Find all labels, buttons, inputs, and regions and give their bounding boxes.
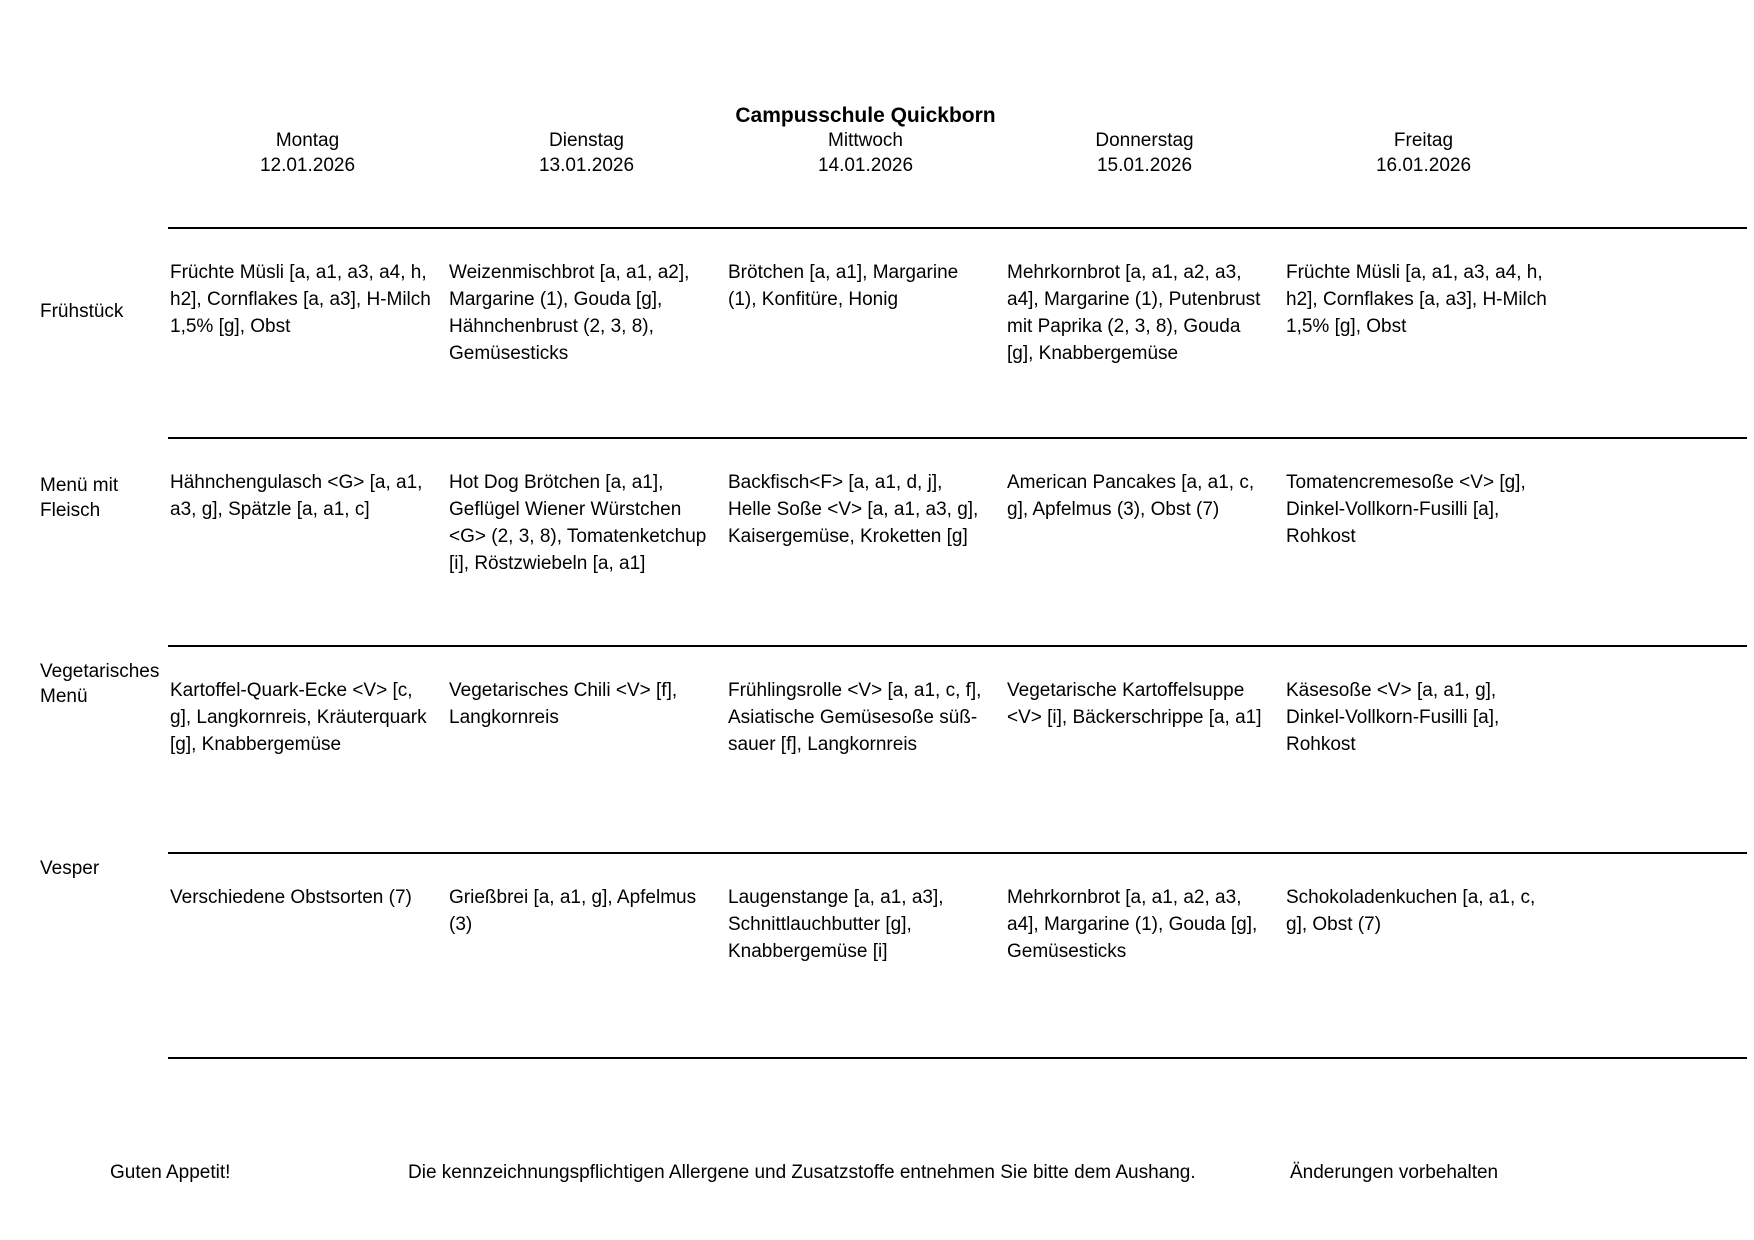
day-name: Montag [275,130,340,151]
header-filler [1563,0,1747,227]
menu-cell: Hähnchengulasch <G> [a, a1, a3, g], Spätzle [a, a1, c] [170,472,423,520]
row-cells [168,437,1747,645]
day-headers [168,0,1747,227]
menu-cell: Frühlingsrolle <V> [a, a1, c, f], Asiatische Gemüsesoße süß-sauer [f], Langkornreis [728,680,982,755]
menu-cell: Kartoffel-Quark-Ecke <V> [c, g], Langkornreis, Kräuterquark [g], Knabbergemüse [170,680,427,755]
menu-table [40,0,1747,1059]
menu-cell: Früchte Müsli [a, a1, a3, a4, h, h2], Cornflakes [a, a3], H-Milch 1,5% [g], Obst [170,262,431,337]
day-name: Donnerstag [1095,130,1194,151]
day-date: 13.01.2026 [538,155,635,176]
menu-cell: Schokoladenkuchen [a, a1, c, g], Obst (7) [1286,887,1536,935]
menu-cell: Verschiedene Obstsorten (7) [170,887,412,908]
label-column-spacer [40,0,168,227]
row-filler [1563,647,1747,852]
menu-cell: Käsesoße <V> [a, a1, g], Dinkel-Vollkorn-Fusilli [a], Rohkost [1286,680,1500,755]
row-filler [1563,439,1747,645]
row-filler [1563,854,1747,1057]
day-date: 12.01.2026 [259,155,356,176]
day-header-mittwoch [726,0,1005,227]
menu-cell: Vegetarisches Chili <V> [f], Langkornreis [449,680,678,728]
row-filler [1563,229,1747,437]
day-name: Freitag [1393,130,1454,151]
menu-cell: Brötchen [a, a1], Margarine (1), Konfitüre, Honig [728,262,959,310]
menu-cell: Grießbrei [a, a1, g], Apfelmus (3) [449,887,697,935]
row-label: Vesper [40,858,100,879]
row-label: Menü mit Fleisch [40,475,119,521]
row-label: Vegetarisches Menü [40,661,160,707]
menu-cell: American Pancakes [a, a1, c, g], Apfelmus (3), Obst (7) [1007,472,1255,520]
day-header-montag [168,0,447,227]
menu-cell: Mehrkornbrot [a, a1, a2, a3, a4], Margarine (1), Putenbrust mit Paprika (2, 3, 8), Gouda [g], Knabbergemüse [1007,262,1261,364]
menu-cell: Früchte Müsli [a, a1, a3, a4, h, h2], Cornflakes [a, a3], H-Milch 1,5% [g], Obst [1286,262,1547,337]
menu-cell: Vegetarische Kartoffelsuppe <V> [i], Bäckerschrippe [a, a1] [1007,680,1262,728]
day-date: 14.01.2026 [817,155,914,176]
footer-changes-note: Änderungen vorbehalten [1290,1162,1499,1183]
menu-cell: Laugenstange [a, a1, a3], Schnittlauchbutter [g], Knabbergemüse [i] [728,887,944,962]
menu-row-menue-mit-fleisch [40,437,1747,645]
day-header-dienstag [447,0,726,227]
menu-cell: Tomatencremesoße <V> [g], Dinkel-Vollkorn-Fusilli [a], Rohkost [1286,472,1526,547]
row-label: Frühstück [40,301,124,322]
menu-row-fruehstueck [40,227,1747,437]
day-header-freitag [1284,0,1563,227]
table-header-row [40,0,1747,227]
menu-cell: Hot Dog Brötchen [a, a1], Geflügel Wiener Würstchen <G> (2, 3, 8), Tomatenketchup [i], Röstzwiebeln [a, a1] [449,472,707,574]
row-cells [168,227,1747,437]
menu-cell: Backfisch<F> [a, a1, d, j], Helle Soße <V> [a, a1, a3, g], Kaisergemüse, Kroketten [g] [728,472,979,547]
menu-row-vegetarisches-menue [40,645,1747,852]
row-cells [168,645,1747,852]
footer-allergen-note: Die kennzeichnungspflichtigen Allergene und Zusatzstoffe entnehmen Sie bitte dem Aushang. [408,1162,1196,1183]
menu-cell: Weizenmischbrot [a, a1, a2], Margarine (1), Gouda [g], Hähnchenbrust (2, 3, 8), Gemüsesticks [449,262,690,364]
page-title: Campusschule Quickborn [735,104,996,127]
day-header-donnerstag [1005,0,1284,227]
day-name: Dienstag [549,130,624,151]
day-date: 16.01.2026 [1375,155,1472,176]
menu-row-vesper [40,852,1747,1059]
day-date: 15.01.2026 [1096,155,1193,176]
menu-cell: Mehrkornbrot [a, a1, a2, a3, a4], Margarine (1), Gouda [g], Gemüsesticks [1007,887,1258,962]
day-name: Mittwoch [828,130,903,151]
footer-guten-appetit: Guten Appetit! [110,1162,231,1183]
row-cells [168,852,1747,1059]
